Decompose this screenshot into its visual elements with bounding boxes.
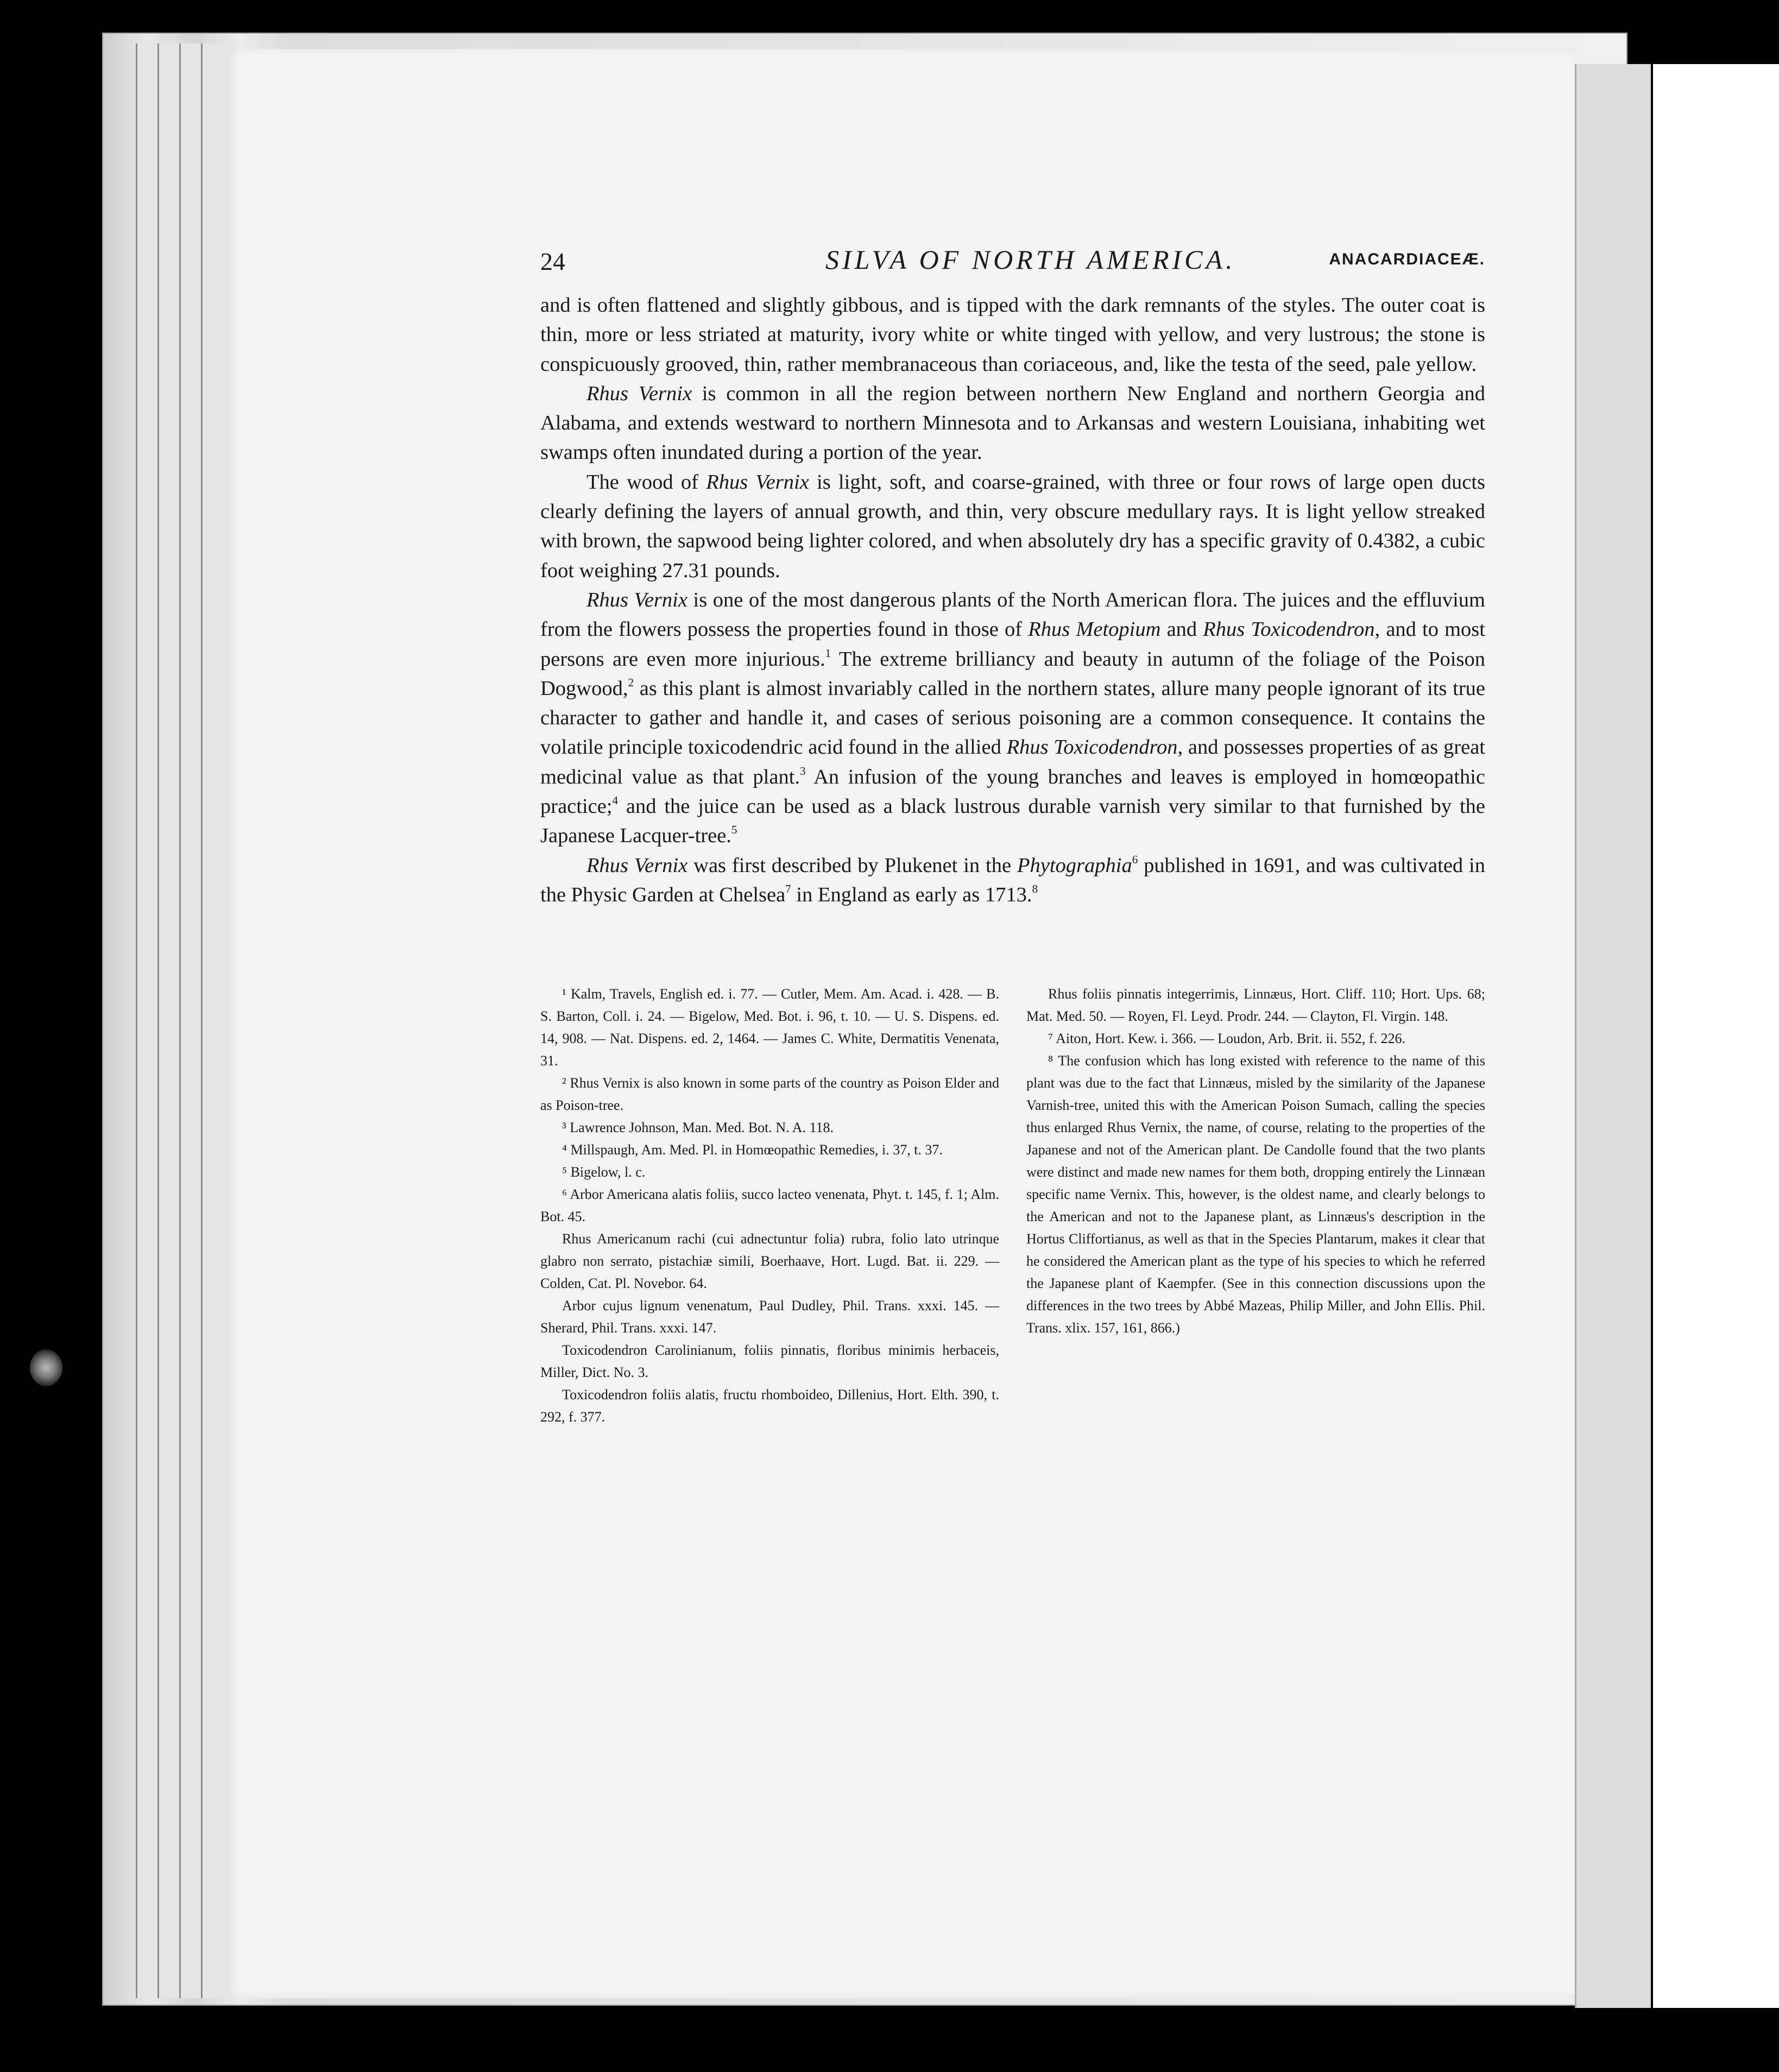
footnotes-right <box>1026 983 1485 1339</box>
footnote: ² Rhus Vernix is also known in some parts of the country as Poison Elder and as Poison-tree. <box>540 1075 999 1113</box>
footnotes-left <box>540 983 999 1428</box>
family-name: ANACARDIACEÆ. <box>1329 250 1485 268</box>
facing-page <box>1651 64 1779 2008</box>
footnote: ⁵ Bigelow, l. c. <box>562 1164 646 1180</box>
paragraph: Rhus Vernix is one of the most dangerous plants of the North American flora. The juices and the effluvium from the flowers possess the properties found in those of Rhus Metopium and Rhus Toxicodendron, and to most persons are even more injurious.$^1$ The extreme brilliancy and beauty in autumn of the foliage of the Poison Dogwood,$^2$ as this plant is almost invariably called in the northern states, allure many people ignorant of its true character to gather and handle it, and cases of serious poisoning are a common consequence. It contains the volatile principle toxicodendric acid found in the allied Rhus Toxicodendron, and possesses properties of as great medicinal value as that plant.$^3$ An infusion of the young branches and leaves is employed in homœopathic practice;$^4$ and the juice can be used as a black lustrous durable varnish very similar to that furnished by the Japanese Lacquer-tree.$^5$ <box>540 588 1485 848</box>
footnote: Toxicodendron Carolinianum, foliis pinnatis, floribus minimis herbaceis, Miller, Dict. No. 3. <box>540 1342 999 1380</box>
gutter <box>1575 64 1652 2008</box>
footnote: Rhus foliis pinnatis integerrimis, Linnæus, Hort. Cliff. 110; Hort. Ups. 68; Mat. Med. 50. — Royen, Fl. Leyd. Prodr. 244. — Clayton, Fl. Virgin. 148. <box>1026 986 1485 1024</box>
running-head <box>540 244 1485 280</box>
body-text <box>540 290 1485 909</box>
paragraph: Rhus Vernix was first described by Plukenet in the Phytographia$^6$ published in 1691, and was cultivated in the Physic Garden at Chelsea$^7$ in England as early as 1713.$^8$ <box>540 852 1486 906</box>
footnote: ⁴ Millspaugh, Am. Med. Pl. in Homœopathic Remedies, i. 37, t. 37. <box>562 1142 943 1158</box>
footnote: ⁸ The confusion which has long existed with reference to the name of this plant was due to the fact that Linnæus, misled by the similarity of the Japanese Varnish-tree, united this with the American Poison Sumach, calling the species thus enlarged Rhus Vernix, the name, of course, relating to the properties of the Japanese and not of the American plant. De Candolle found that the two plants were distinct and made new names for them both, dropping entirely the Linnæan specific name Vernix. This, however, is the oldest name, and clearly belongs to the American and not to the Japanese plant, as Linnæus's description in the Hortus Cliffortianus, as well as that in the Species Plantarum, makes it clear that he considered the American plant as the type of his species to which he referred the Japanese plant of Kaempfer. (See in this connection discussions upon the differences in the two trees by Abbé Mazeas, Philip Miller, and John Ellis. Phil. Trans. xlix. 157, 161, 866.) <box>1026 1053 1485 1336</box>
footnote: Arbor cujus lignum venenatum, Paul Dudley, Phil. Trans. xxxi. 145. — Sherard, Phil. Trans. xxxi. 147. <box>540 1298 999 1336</box>
footnote: ⁷ Aiton, Hort. Kew. i. 366. — Loudon, Arb. Brit. ii. 552, f. 226. <box>1048 1031 1406 1046</box>
paragraph: The wood of Rhus Vernix is light, soft, and coarse-grained, with three or four rows of large open ducts clearly defining the layers of annual growth, and thin, very obscure medullary rays. It is light yellow streaked with brown, the sapwood being lighter colored, and when absolutely dry has a specific gravity of 0.4382, a cubic foot weighing 27.31 pounds. <box>540 470 1485 582</box>
footnote: ³ Lawrence Johnson, Man. Med. Bot. N. A. 118. <box>562 1120 834 1135</box>
page-number: 24 <box>540 248 565 275</box>
book-title: SILVA OF NORTH AMERICA. <box>825 244 1236 275</box>
paragraph: Rhus Vernix is common in all the region between northern New England and northern Georgia and Alabama, and extends westward to northern Minnesota and to Arkansas and western Louisiana, inhabiting wet swamps often inundated during a portion of the year. <box>540 382 1485 464</box>
paragraph: and is often flattened and slightly gibbous, and is tipped with the dark remnants of the styles. The outer coat is thin, more or less striated at maturity, ivory white or white tinged with yellow, and very lustrous; the stone is conspicuously grooved, thin, rather membranaceous than coriaceous, and, like the testa of the seed, pale yellow. <box>540 294 1485 376</box>
footnote: Rhus Americanum rachi (cui adnectuntur folia) rubra, folio lato utrinque glabro non serrato, pistachiæ simili, Boerhaave, Hort. Lugd. Bat. ii. 229. — Colden, Cat. Pl. Novebor. 64. <box>540 1231 999 1291</box>
footnote: ¹ Kalm, Travels, English ed. i. 77. — Cutler, Mem. Am. Acad. i. 428. — B. S. Barton, Coll. i. 24. — Bigelow, Med. Bot. i. 96, t. 10. — U. S. Dispens. ed. 14, 908. — Nat. Dispens. ed. 2, 1464. — James C. White, Dermatitis Venenata, 31. <box>540 986 999 1069</box>
scanner-mark <box>30 1349 62 1386</box>
footnote: ⁶ Arbor Americana alatis foliis, succo lacteo venenata, Phyt. t. 145, f. 1; Alm. Bot. 45. <box>540 1186 999 1224</box>
footnote: Toxicodendron foliis alatis, fructu rhomboideo, Dillenius, Hort. Elth. 390, t. 292, f. 377. <box>540 1387 999 1425</box>
